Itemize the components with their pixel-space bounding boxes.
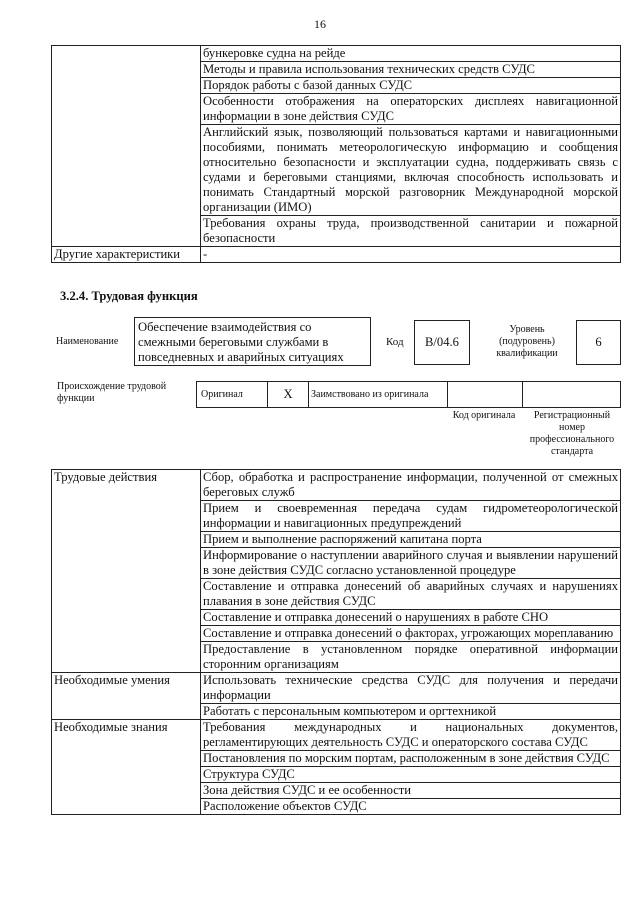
top-category-label (52, 46, 201, 247)
main-category-label: Трудовые действия (52, 470, 201, 673)
main-item-cell: Работать с персональным компьютером и оргтехникой (201, 704, 621, 720)
level-value-box: 6 (576, 320, 621, 365)
main-row (52, 720, 621, 751)
main-row (52, 470, 621, 501)
top-item-cell: бункеровке судна на рейде (201, 46, 621, 62)
top-item-cell: Порядок работы с базой данных СУДС (201, 78, 621, 94)
original-mark-cell: X (268, 382, 309, 408)
top-category-label: Другие характеристики (52, 247, 201, 263)
level-label: Уровень (подуровень) квалификации (496, 324, 558, 359)
top-item-cell: Английский язык, позволяющий пользоваться картами и навигационными пособиями, понимать метеорологическую информацию и сообщения относительно безопасности и эксплуатации судна, поддерживать связь с судами и береговыми станциями, включая способность использовать и понимать Стандартный морской разговорник Международной морской организации (ИМО) (201, 125, 621, 216)
top-item-cell: Требования охраны труда, производственной санитарии и пожарной безопасности (201, 216, 621, 247)
main-row (52, 673, 621, 704)
page-number: 16 (314, 17, 326, 31)
top-row (52, 46, 621, 62)
main-item-cell: Постановления по морским портам, расположенным в зоне действия СУДС (201, 751, 621, 767)
main-item-cell: Зона действия СУДС и ее особенности (201, 783, 621, 799)
main-item-cell: Составление и отправка донесений об аварийных случаях и нарушениях плавания в зоне действия СУДС (201, 579, 621, 610)
main-item-cell: Использовать технические средства СУДС для получения и передачи информации (201, 673, 621, 704)
main-item-cell: Информирование о наступлении аварийного случая и выявлении нарушений в зоне действия СУДС согласно установленной процедуре (201, 548, 621, 579)
top-requirements-table (51, 45, 621, 263)
top-item-cell: Методы и правила использования технических средств СУДС (201, 62, 621, 78)
main-item-cell: Структура СУДС (201, 767, 621, 783)
main-item-cell: Составление и отправка донесений о факторах, угрожающих мореплаванию (201, 626, 621, 642)
labor-function-table (51, 469, 621, 815)
name-label: Наименование (56, 336, 119, 347)
main-item-cell: Расположение объектов СУДС (201, 799, 621, 815)
main-item-cell: Составление и отправка донесений о нарушениях в работе СНО (201, 610, 621, 626)
main-item-cell: Требования международных и национальных документов, регламентирующих деятельность СУДС и операторского состава СУДС (201, 720, 621, 751)
registration-number-cell (523, 382, 621, 408)
main-item-cell: Предоставление в установленном порядке оперативной информации сторонним организациям (201, 642, 621, 673)
original-code-cell (448, 382, 523, 408)
section-title: 3.2.4. Трудовая функция (60, 289, 198, 303)
code-label: Код (386, 336, 404, 348)
main-item-cell: Сбор, обработка и распространение информации, полученной от смежных береговых служб (201, 470, 621, 501)
origin-table (196, 381, 621, 408)
main-item-cell: Прием и своевременная передача судам гидрометеорологической информации и навигационных предупреждений (201, 501, 621, 532)
main-category-label: Необходимые умения (52, 673, 201, 720)
function-name-box: Обеспечение взаимодействия со смежными береговыми службами в повседневных и аварийных ситуациях (134, 317, 371, 366)
original-cell: Оригинал (197, 382, 268, 408)
code-value-box: B/04.6 (414, 320, 470, 365)
top-item-cell: Особенности отображения на операторских дисплеях навигационной информации в зоне действия СУДС (201, 94, 621, 125)
code-original-caption: Код оригинала (452, 410, 516, 421)
registration-number-caption: Регистрационный номер профессионального стандарта (529, 410, 615, 457)
top-item-cell: - (201, 247, 621, 263)
top-row (52, 247, 621, 263)
origin-label: Происхождение трудовой функции (57, 381, 167, 404)
main-category-label: Необходимые знания (52, 720, 201, 815)
borrowed-cell: Заимствовано из оригинала (309, 382, 448, 408)
main-item-cell: Прием и выполнение распоряжений капитана порта (201, 532, 621, 548)
